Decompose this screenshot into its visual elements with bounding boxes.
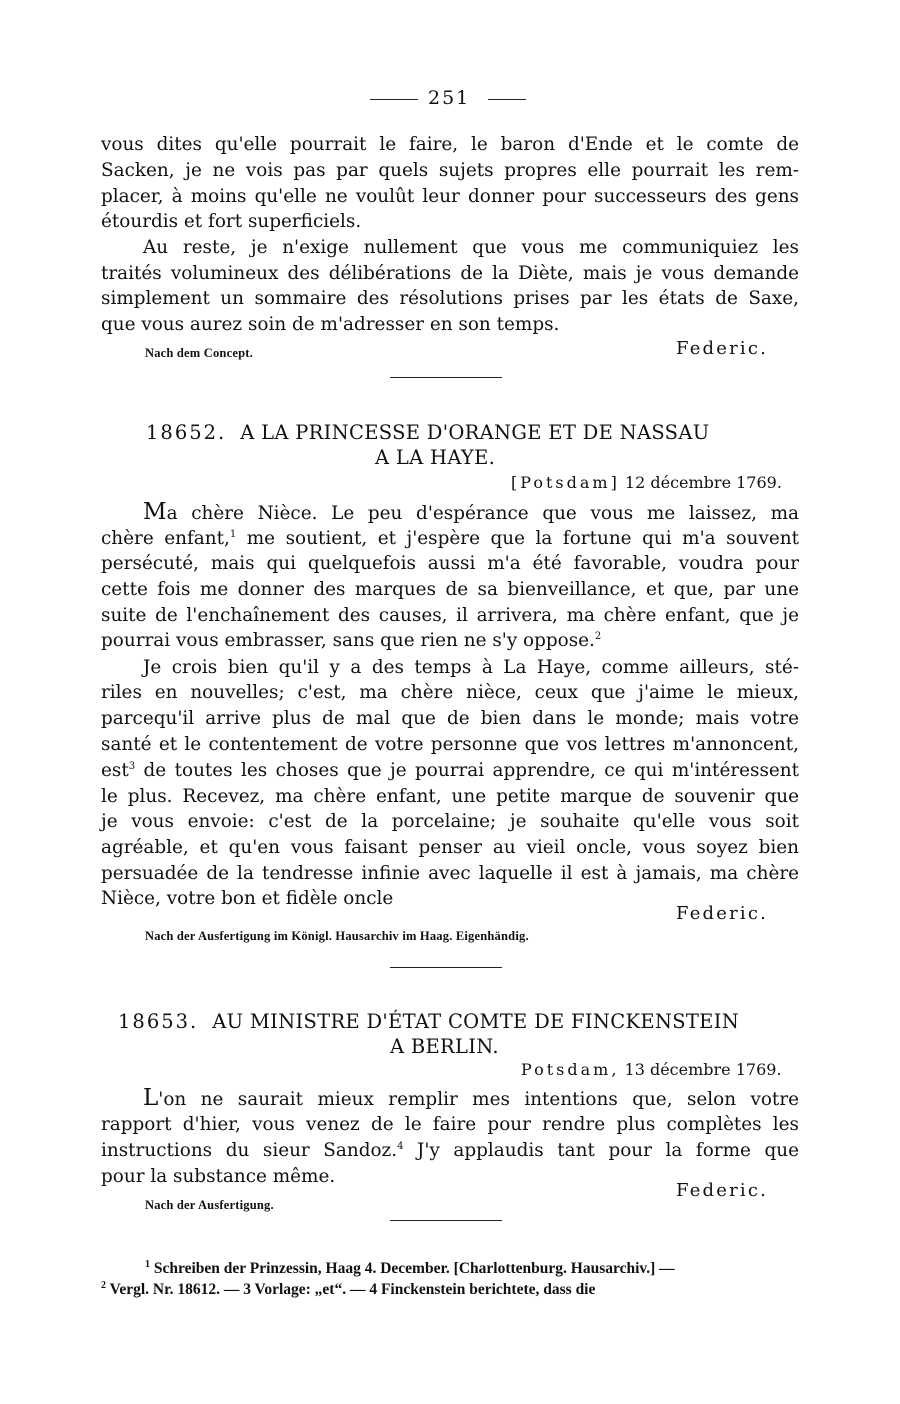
letter-addressee: A LA PRINCESSE D'ORANGE ET DE NASSAU <box>240 421 710 444</box>
text-line: pourrai vous embrasser, sans que rien ne s'y oppose.$^2$ <box>101 630 602 651</box>
separator-rule <box>390 377 502 378</box>
letter-number: 18652. <box>146 421 227 444</box>
source-note: Nach der Ausfertigung im Königl. Hausarchiv im Haag. Eigenhändig. <box>145 929 529 943</box>
separator-rule <box>390 1220 502 1221</box>
initial-letter: L <box>143 1085 159 1111</box>
text-line: riles en nouvelles; c'est, ma chère nièce, ceux que j'aime le mieux, <box>101 682 799 703</box>
text-line: Ma chère Nièce. Le peu d'espérance que vous me laissez, ma <box>143 499 799 525</box>
text-line: est$^3$ de toutes les choses que je pourrai apprendre, ce qui m'intéressent <box>101 760 799 781</box>
page-number-rule-right <box>488 99 526 100</box>
text-line: placer, à moins qu'elle ne voulût leur donner pour successeurs des gens <box>101 186 799 207</box>
text-line: Nièce, votre bon et fidèle oncle <box>101 888 394 909</box>
source-note: Nach dem Concept. <box>145 346 253 360</box>
text-line: instructions du sieur Sandoz.$^4$ J'y applaudis tant pour la forme que <box>101 1140 799 1161</box>
letter-heading <box>118 1010 739 1033</box>
text-line: simplement un sommaire des résolutions prises par les états de Saxe, <box>101 288 799 309</box>
text-line: L'on ne saurait mieux remplir mes intentions que, selon votre <box>143 1085 799 1111</box>
signature: Federic. <box>676 903 769 924</box>
text-line: vous dites qu'elle pourrait le faire, le baron d'Ende et le comte de <box>101 134 799 155</box>
footnote-line: $^1$ Schreiben der Prinzessin, Haag 4. December. [Charlottenburg. Hausarchiv.] — <box>145 1258 675 1277</box>
letter-addressee: AU MINISTRE D'ÉTAT COMTE DE FINCKENSTEIN <box>212 1010 740 1033</box>
page-number-rule-left <box>370 99 418 100</box>
text-line: persécuté, mais qui quelquefois aussi m'a été favorable, voudra pour <box>101 553 799 574</box>
letter-number: 18653. <box>118 1010 199 1033</box>
text-line: rapport d'hier, vous venez de le faire pour rendre plus complètes les <box>101 1114 799 1135</box>
letter-heading <box>146 421 709 444</box>
text-line: étourdis et fort superficiels. <box>101 211 362 232</box>
signature: Federic. <box>676 1180 769 1201</box>
text-line: suite de l'enchaînement des causes, il arrivera, ma chère enfant, que je <box>101 605 799 626</box>
text-line: agréable, et qu'en vous faisant penser au vieil oncle, vous soyez bien <box>101 837 799 858</box>
letter-date: [Potsdam] 12 décembre 1769. <box>511 473 782 492</box>
text-line: je vous envoie: c'est de la porcelaine; je souhaite qu'elle vous soit <box>101 811 799 832</box>
footnote-mark: 4 <box>397 1140 404 1152</box>
text-line: santé et le contentement de votre personne que vos lettres m'annoncent, <box>101 734 799 755</box>
footnote-mark: 1 <box>229 528 237 540</box>
letter-date: Potsdam, 13 décembre 1769. <box>521 1060 782 1079</box>
signature: Federic. <box>676 338 769 359</box>
separator-rule <box>390 967 502 968</box>
text-line: que vous aurez soin de m'adresser en son temps. <box>101 314 560 335</box>
text-line: cette fois me donner des marques de sa bienveillance, et que, par une <box>101 579 799 600</box>
text-line: persuadée de la tendresse infinie avec laquelle il est à jamais, ma chère <box>101 863 799 884</box>
footnote-line: $^2$ Vergl. Nr. 18612. — 3 Vorlage: „et“. — 4 Finckenstein berichtete, dass die <box>101 1279 596 1298</box>
letter-heading-place: A LA HAYE. <box>375 446 496 469</box>
source-note: Nach der Ausfertigung. <box>145 1198 274 1212</box>
text-line: le plus. Recevez, ma chère enfant, une petite marque de souvenir que <box>101 786 799 807</box>
text-line: pour la substance même. <box>101 1166 336 1187</box>
page-number: 251 <box>428 87 471 109</box>
footnote-mark: 2 <box>594 630 602 642</box>
footnote-mark: 3 <box>128 760 136 772</box>
initial-letter: M <box>143 499 167 525</box>
text-line: parcequ'il arrive plus de mal que de bien dans le monde; mais votre <box>101 708 799 729</box>
text-line: chère enfant,$^1$ me soutient, et j'espère que la fortune qui m'a souvent <box>101 528 799 549</box>
text-line: Je crois bien qu'il y a des temps à La Haye, comme ailleurs, sté- <box>143 657 799 678</box>
text-line: traités volumineux des délibérations de la Diète, mais je vous demande <box>101 263 799 284</box>
text-line: Au reste, je n'exige nullement que vous me communiquiez les <box>143 237 799 258</box>
text-line: Sacken, je ne vois pas par quels sujets propres elle pourrait les rem- <box>101 160 799 181</box>
letter-heading-place: A BERLIN. <box>390 1035 499 1058</box>
